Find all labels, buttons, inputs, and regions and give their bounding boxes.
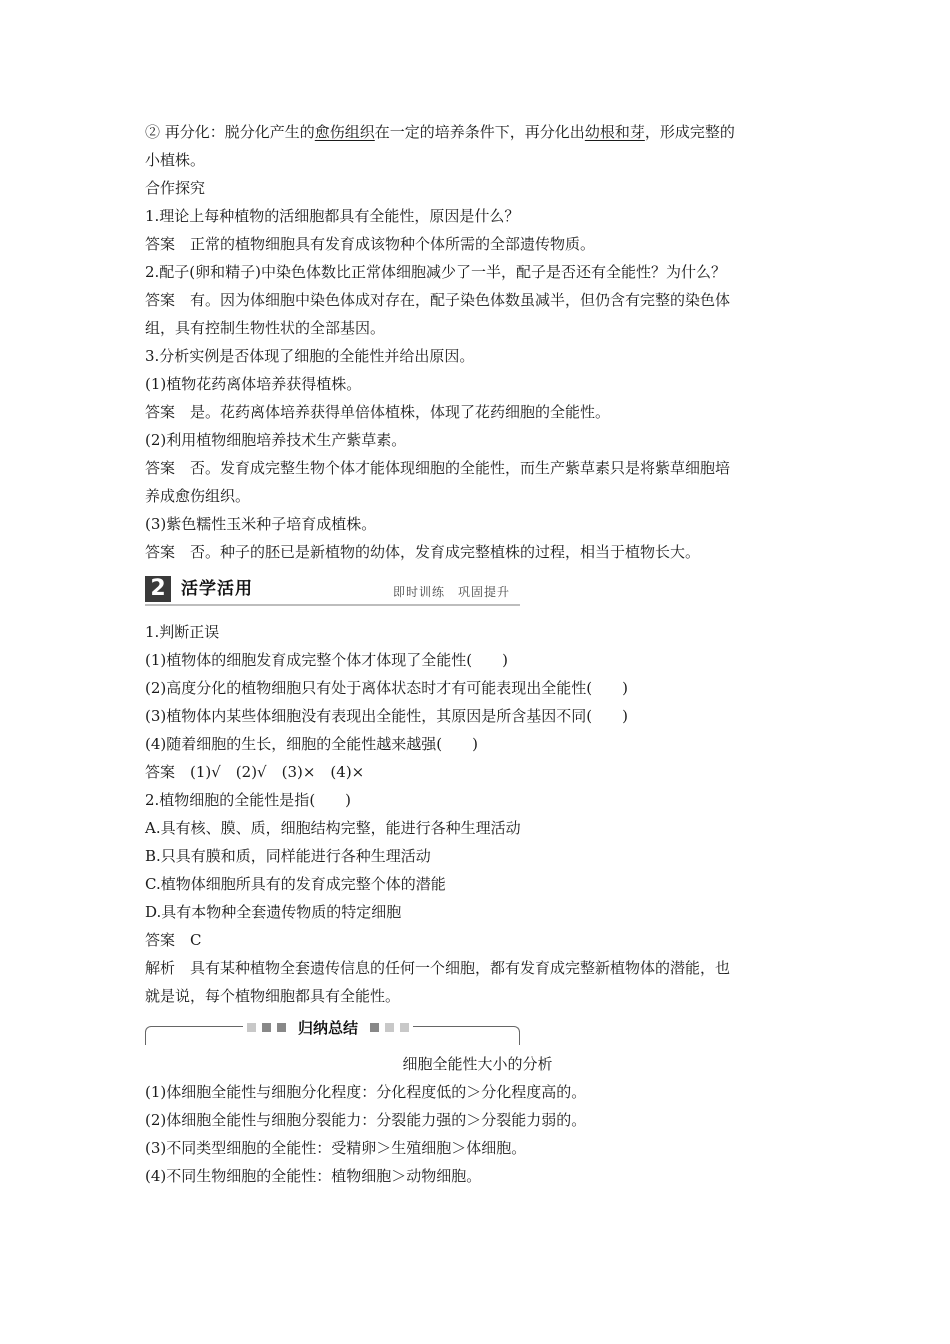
explore-line: 答案 否。种子的胚已是新植物的幼体，发育成完整植株的过程，相当于植物长大。 <box>145 543 701 561</box>
practice-line: (3)植物体内某些体细胞没有表现出全能性，其原因是所含基因不同( ) <box>145 707 628 725</box>
summary-label-group <box>243 1016 413 1038</box>
practice-line: 2.植物细胞的全能性是指( ) <box>145 791 352 809</box>
summary-line: (3)不同类型细胞的全能性：受精卵＞生殖细胞＞体细胞。 <box>145 1139 527 1157</box>
section-number-badge: 2 <box>145 576 171 602</box>
decor-square-icon <box>277 1023 286 1032</box>
practice-line: B.只具有膜和质，同样能进行各种生理活动 <box>145 847 431 865</box>
summary-line: (4)不同生物细胞的全能性：植物细胞＞动物细胞。 <box>145 1167 482 1185</box>
practice-line: C.植物体细胞所具有的发育成完整个体的潜能 <box>145 875 446 893</box>
practice-line: (2)高度分化的植物细胞只有处于离体状态时才有可能表现出全能性( ) <box>145 679 628 697</box>
explore-line: 答案 正常的植物细胞具有发育成该物种个体所需的全部遗传物质。 <box>145 235 596 253</box>
explore-line: 答案 有。因为体细胞中染色体成对存在，配子染色体数虽减半，但仍含有完整的染色体 <box>145 291 731 309</box>
practice-line: (4)随着细胞的生长，细胞的全能性越来越强( ) <box>145 735 478 753</box>
explore-line: (2)利用植物细胞培养技术生产紫草素。 <box>145 431 407 449</box>
summary-header <box>145 1016 810 1056</box>
section-title: 活学活用 <box>181 579 253 599</box>
explore-line: 1.理论上每种植物的活细胞都具有全能性，原因是什么？ <box>145 207 520 225</box>
decor-square-icon <box>247 1023 256 1032</box>
summary-title: 细胞全能性大小的分析 <box>402 1055 553 1073</box>
text-segment: ② 再分化：脱分化产生的 <box>145 123 315 141</box>
explore-line: 3.分析实例是否体现了细胞的全能性并给出原因。 <box>145 347 475 365</box>
explore-heading: 合作探究 <box>145 179 206 197</box>
section-banner <box>145 576 810 606</box>
redifferentiation-line-2: 小植株。 <box>145 151 206 169</box>
practice-line: 就是说，每个植物细胞都具有全能性。 <box>145 987 401 1005</box>
explore-line: 2.配子(卵和精子)中染色体数比正常体细胞减少了一半，配子是否还有全能性？为什么？ <box>145 263 727 281</box>
text-segment: ，形成完整的 <box>644 123 735 141</box>
explore-line: 答案 是。花药离体培养获得单倍体植株，体现了花药细胞的全能性。 <box>145 403 611 421</box>
practice-line: (1)植物体的细胞发育成完整个体才体现了全能性( ) <box>145 651 508 669</box>
explore-line: 答案 否。发育成完整生物个体才能体现细胞的全能性，而生产紫草素只是将紫草细胞培 <box>145 459 731 477</box>
decor-square-icon <box>400 1023 409 1032</box>
summary-line: (2)体细胞全能性与细胞分裂能力：分裂能力强的＞分裂能力弱的。 <box>145 1111 587 1129</box>
practice-line: 答案 (1)√ (2)√ (3)× (4)× <box>145 763 365 781</box>
document-page <box>145 118 810 1190</box>
explore-line: 养成愈伤组织。 <box>145 487 251 505</box>
summary-label: 归纳总结 <box>298 1018 359 1037</box>
practice-line: D.具有本物种全套遗传物质的特定细胞 <box>145 903 402 921</box>
underlined-term-callus: 愈伤组织 <box>314 123 375 141</box>
decor-square-icon <box>262 1023 271 1032</box>
redifferentiation-line <box>145 118 810 146</box>
practice-line: A.具有核、膜、质，细胞结构完整，能进行各种生理活动 <box>145 819 521 837</box>
section-subtitle: 即时训练 巩固提升 <box>393 585 511 599</box>
summary-line: (1)体细胞全能性与细胞分化程度：分化程度低的＞分化程度高的。 <box>145 1083 587 1101</box>
explore-line: 组，具有控制生物性状的全部基因。 <box>145 319 386 337</box>
explore-line: (3)紫色糯性玉米种子培育成植株。 <box>145 515 377 533</box>
explore-line: (1)植物花药离体培养获得植株。 <box>145 375 362 393</box>
practice-line: 答案 C <box>145 931 202 949</box>
underlined-term-roots-buds: 幼根和芽 <box>584 123 645 141</box>
practice-line: 1.判断正误 <box>145 623 220 641</box>
decor-square-icon <box>385 1023 394 1032</box>
practice-line: 解析 具有某种植物全套遗传信息的任何一个细胞，都有发育成完整新植物体的潜能，也 <box>145 959 731 977</box>
section-rule <box>145 604 520 606</box>
text-segment: 在一定的培养条件下，再分化出 <box>374 123 585 141</box>
decor-square-icon <box>370 1023 379 1032</box>
